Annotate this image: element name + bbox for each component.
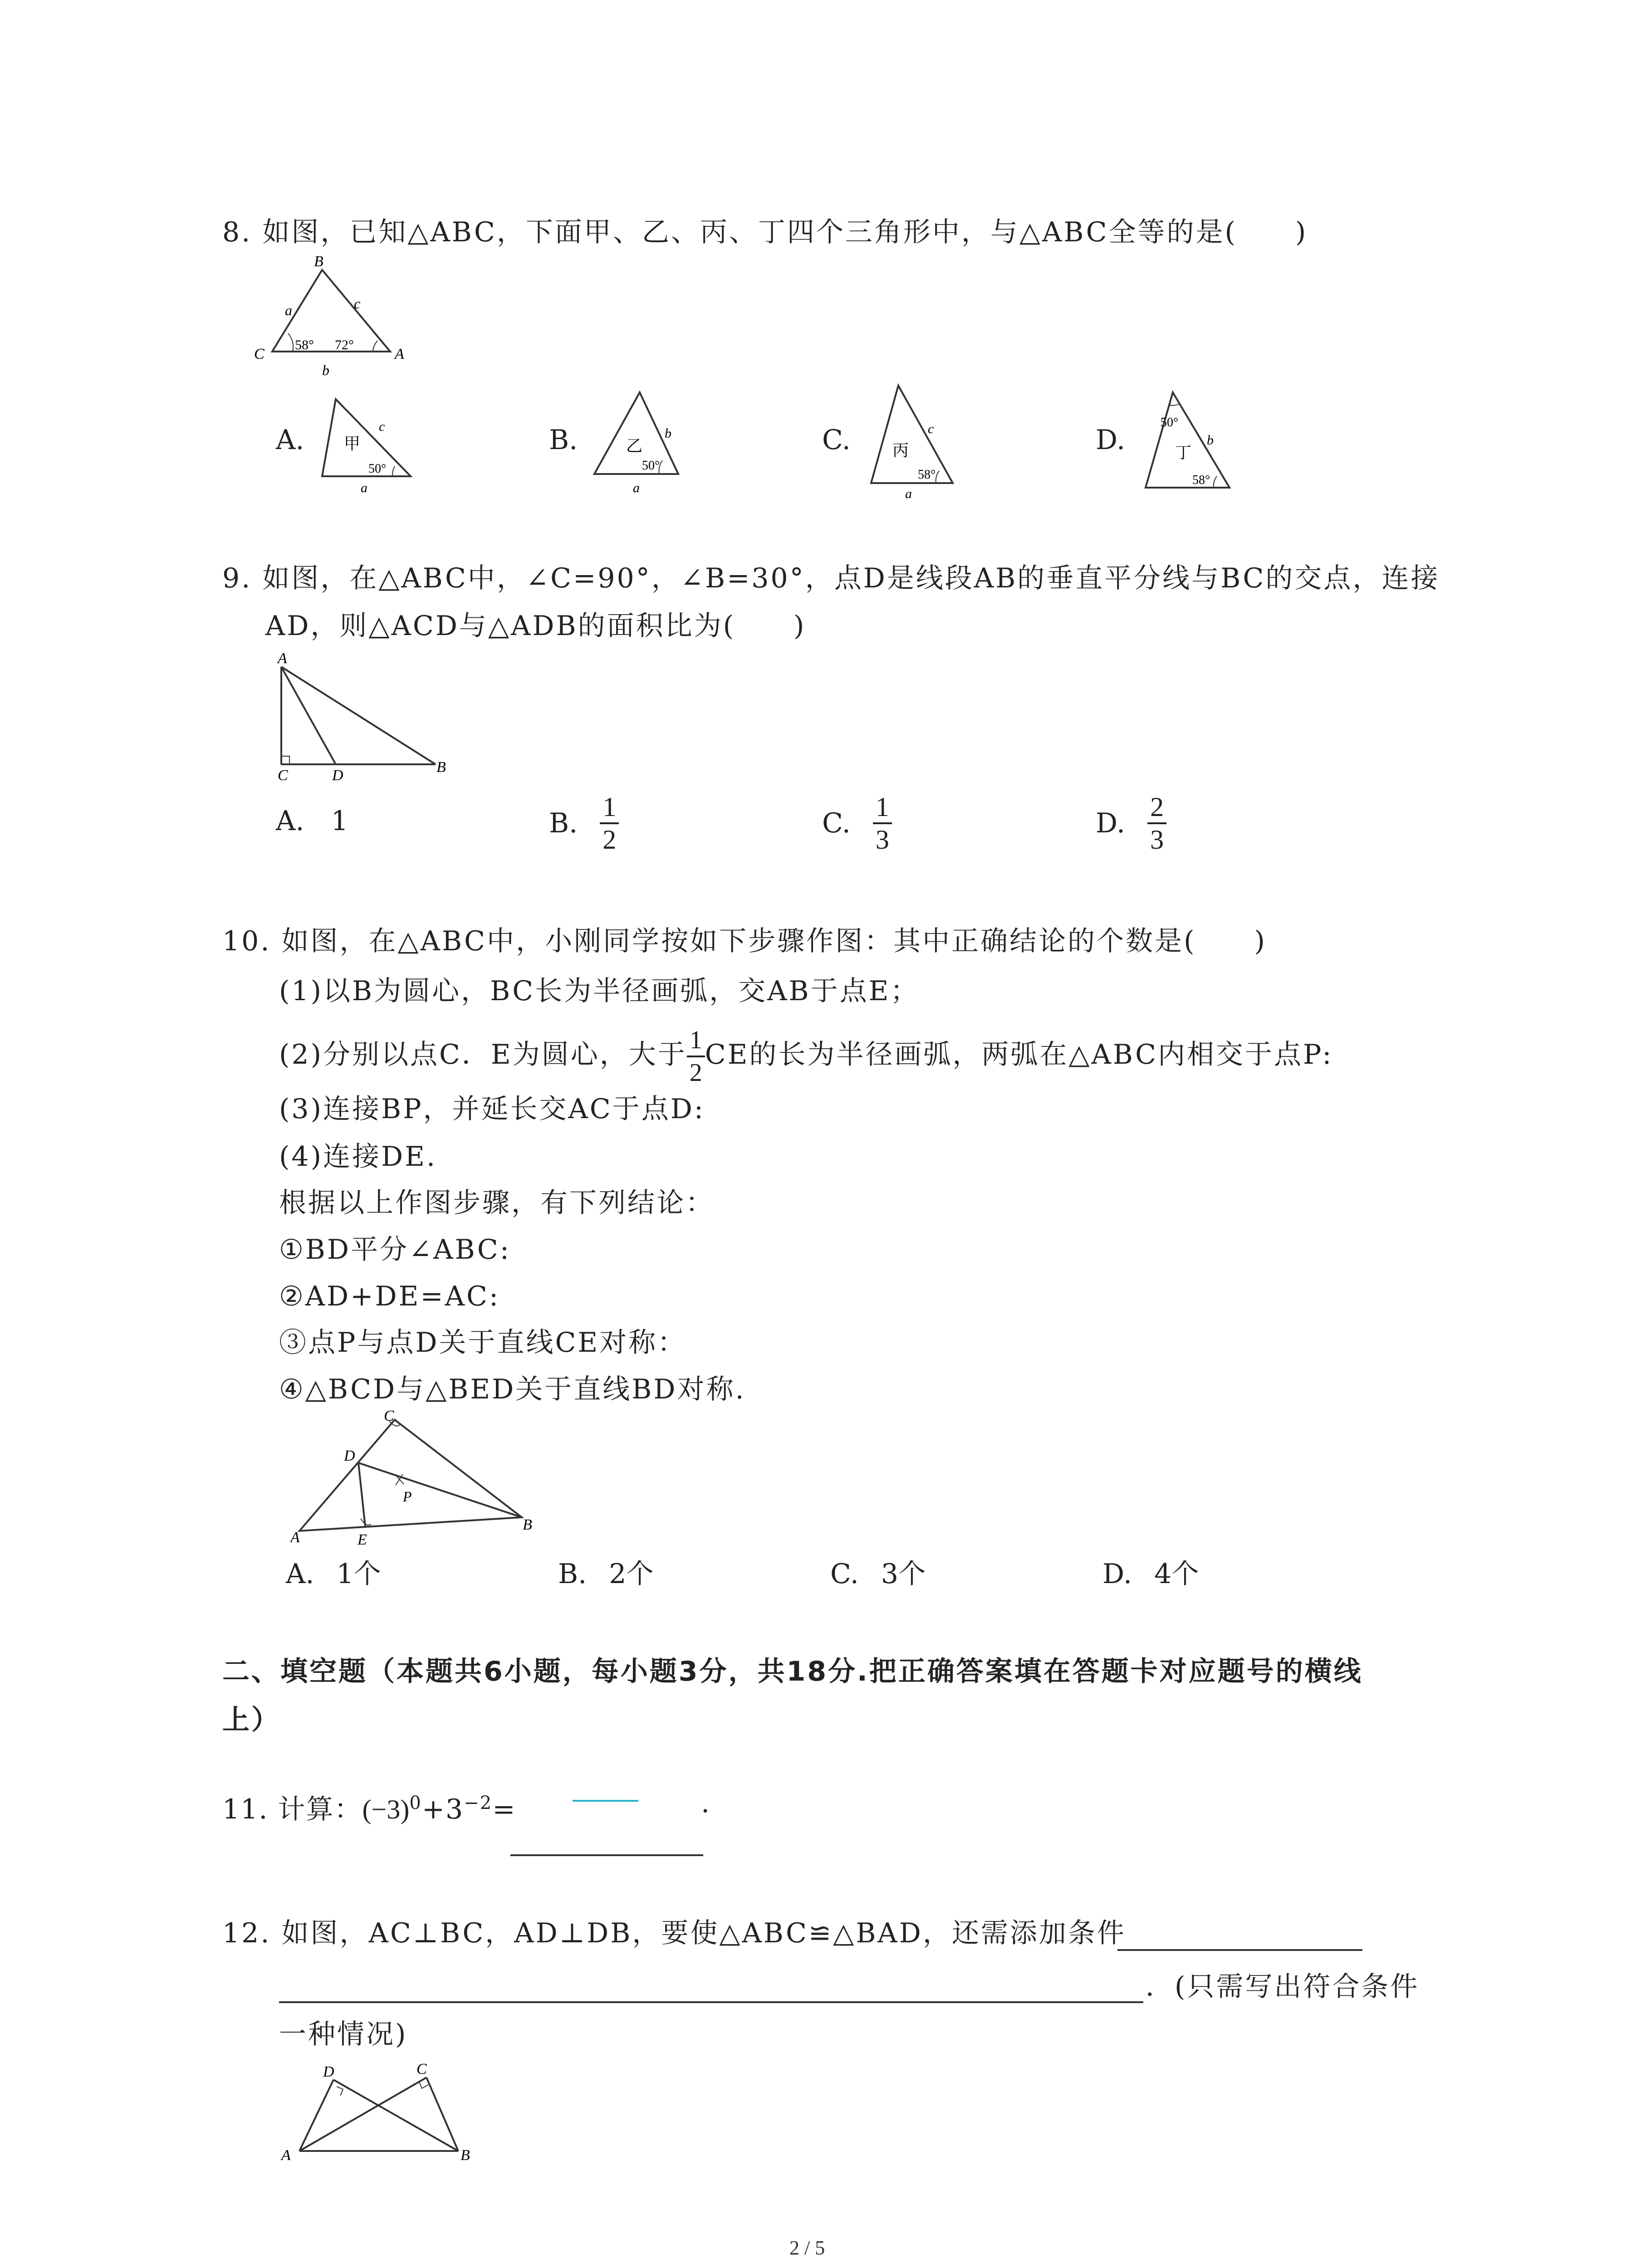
q9-fig-a: A: [278, 650, 287, 667]
q8-b-name: 乙: [626, 437, 643, 455]
q10-step2-numerator: 1: [687, 1025, 705, 1057]
q8-fig-label-a-vertex: A: [395, 346, 404, 362]
q9-option-b-label: B.: [549, 807, 578, 839]
q11-expression: [222, 1785, 516, 1828]
q9-option-d-fraction: [1147, 792, 1166, 855]
q11-prefix: 11. 计算：: [222, 1794, 362, 1825]
section2-heading-line1: 二、填空题（本题共6小题，每小题3分，共18分.把正确答案填在答题卡对应题号的横线: [222, 1656, 1363, 1687]
q9-line2: AD，则△ACD与△ADB的面积比为( ): [265, 610, 806, 642]
q8-fig-side-b: b: [322, 362, 329, 378]
q10-step2-denominator: 2: [689, 1059, 702, 1087]
q12-line1: 12. 如图，AC⊥BC，AD⊥DB，要使△ABC≌△BAD，还需添加条件: [222, 1917, 1126, 1949]
q9-option-b-fraction: [600, 792, 619, 855]
q12-figure: [272, 2059, 481, 2168]
q8-c-name: 丙: [892, 441, 909, 459]
q9-option-c-label: C.: [822, 807, 851, 839]
q10-fig-c: C: [384, 1411, 394, 1424]
q10-step4: (4)连接DE.: [279, 1141, 437, 1173]
q8-a-angle: 50°: [368, 462, 387, 476]
q10-conclusion-2: ②AD+DE=AC:: [279, 1281, 500, 1312]
q10-option-c-value: 3个: [881, 1558, 926, 1590]
q9-figure: [268, 649, 458, 780]
q9-c-denominator: 3: [875, 825, 889, 855]
q9-d-denominator: 3: [1150, 825, 1164, 855]
q9-option-a-label: A.: [276, 805, 304, 837]
q11-exp2: −2: [464, 1793, 493, 1813]
q10-step2-fraction: [687, 1025, 705, 1088]
q10-intro: 根据以上作图步骤，有下列结论：: [279, 1187, 715, 1219]
q8-b-side1: b: [665, 426, 671, 441]
q9-option-d-label: D.: [1096, 807, 1126, 839]
q12-fig-c: C: [416, 2061, 427, 2077]
q8-option-a-label: A.: [276, 424, 304, 456]
q12-answer-blank-part1[interactable]: [1117, 1949, 1362, 1951]
q9-fig-b: B: [436, 759, 446, 776]
page-number: 2 / 5: [789, 2237, 825, 2259]
q11-equals: =: [492, 1794, 516, 1825]
q11-answer-blank[interactable]: [510, 1854, 703, 1856]
q10-fig-b: B: [523, 1516, 532, 1533]
q8-b-side2: a: [633, 480, 640, 495]
q8-a-name: 甲: [344, 435, 361, 453]
q8-a-side2: a: [361, 480, 367, 494]
q9-option-d: [1096, 792, 1166, 855]
q8-c-angle: 58°: [918, 468, 936, 482]
q8-stem: 8. 如图，已知△ABC，下面甲、乙、丙、丁四个三角形中，与△ABC全等的是( ): [222, 216, 1308, 248]
q12-answer-blank-part2[interactable]: [279, 2001, 1143, 2003]
q8-b-angle: 50°: [642, 459, 660, 473]
q8-c-side2: a: [905, 486, 912, 499]
q10-option-d-label: D.: [1102, 1558, 1132, 1590]
section2-heading-line2: 上）: [222, 1704, 280, 1736]
q10-fig-a: A: [290, 1529, 300, 1546]
q9-fig-d: D: [332, 767, 343, 780]
q8-fig-label-b: B: [314, 253, 323, 270]
q12-fig-a: A: [281, 2147, 291, 2164]
q9-option-a: [276, 803, 348, 839]
q10-step1: (1)以B为圆心，BC长为半径画弧，交AB于点E；: [279, 975, 920, 1007]
q10-option-d: [1102, 1556, 1199, 1592]
q10-option-c-label: C.: [830, 1558, 859, 1590]
q8-option-b-label: B.: [549, 424, 578, 456]
q8-d-angle2: 58°: [1192, 473, 1210, 487]
q12-line3: 一种情况): [279, 2019, 408, 2050]
q10-conclusion-4: ④△BCD与△BED关于直线BD对称.: [279, 1374, 746, 1405]
q8-figure-abc: [254, 252, 426, 379]
q9-option-c: [822, 792, 892, 855]
q8-option-b-triangle: [588, 388, 696, 497]
q9-option-a-value: 1: [331, 805, 348, 837]
q11-exp1: 0: [409, 1793, 422, 1813]
q8-d-angle1: 50°: [1161, 415, 1179, 430]
q8-option-a-triangle: [318, 390, 426, 494]
q8-option-c-triangle: [864, 381, 973, 499]
q10-option-a-value: 1个: [336, 1558, 381, 1590]
q10-step2-pre: (2)分别以点C．E为圆心，大于: [279, 1039, 687, 1070]
q10-option-a: [286, 1556, 381, 1592]
q10-option-b: [558, 1556, 653, 1592]
q9-c-numerator: 1: [873, 792, 892, 824]
q9-b-denominator: 2: [603, 825, 617, 855]
q9-option-b: [549, 792, 619, 855]
q10-fig-d: D: [344, 1447, 355, 1464]
q10-option-b-value: 2个: [609, 1558, 654, 1590]
q10-step2-post: CE的长为半径画弧，两弧在△ABC内相交于点P:: [705, 1039, 1333, 1070]
q11-answer-mark: [573, 1800, 638, 1802]
q9-b-numerator: 1: [600, 792, 619, 824]
q8-option-d-triangle: [1139, 388, 1248, 497]
q8-option-c-label: C.: [822, 424, 851, 456]
q11-base1: (−3): [362, 1794, 410, 1824]
q8-a-side1: c: [379, 419, 385, 434]
q10-option-a-label: A.: [286, 1558, 314, 1590]
q8-fig-label-c-vertex: C: [254, 346, 265, 362]
q12-fig-d: D: [323, 2063, 334, 2080]
q8-fig-angle-a: 72°: [335, 337, 354, 352]
q8-fig-side-c: c: [354, 295, 361, 312]
q11-plus3: +3: [421, 1794, 464, 1825]
q11-period: .: [701, 1787, 712, 1819]
q12-fig-b: B: [460, 2147, 470, 2164]
q9-option-c-fraction: [873, 792, 892, 855]
q10-figure: [290, 1411, 544, 1547]
q10-conclusion-1: ①BD平分∠ABC:: [279, 1234, 511, 1266]
q9-d-numerator: 2: [1147, 792, 1166, 824]
q12-line2-end: ．(只需写出符合条件: [1146, 1971, 1420, 2003]
q8-d-side1: b: [1207, 433, 1214, 448]
q10-step3: (3)连接BP，并延长交AC于点D:: [279, 1093, 705, 1125]
q9-line1: 9. 如图，在△ABC中，∠C=90°，∠B=30°，点D是线段AB的垂直平分线与BC的交点，连接: [222, 562, 1440, 594]
q8-d-name: 丁: [1175, 444, 1192, 462]
q10-fig-p: P: [403, 1488, 412, 1505]
q10-option-d-value: 4个: [1154, 1558, 1199, 1590]
q10-stem: 10. 如图，在△ABC中，小刚同学按如下步骤作图：其中正确结论的个数是( ): [222, 925, 1267, 957]
q8-c-side1: c: [928, 421, 934, 436]
q10-fig-e: E: [358, 1531, 367, 1547]
q10-conclusion-3: ③点P与点D关于直线CE对称：: [279, 1327, 687, 1359]
q8-fig-angle-c: 58°: [295, 337, 314, 352]
q10-step2: [279, 1021, 1333, 1089]
q10-option-b-label: B.: [558, 1558, 587, 1590]
q8-option-d-label: D.: [1096, 424, 1126, 456]
q10-option-c: [830, 1556, 926, 1592]
q9-fig-c: C: [278, 767, 288, 780]
q8-fig-side-a: a: [285, 302, 292, 318]
